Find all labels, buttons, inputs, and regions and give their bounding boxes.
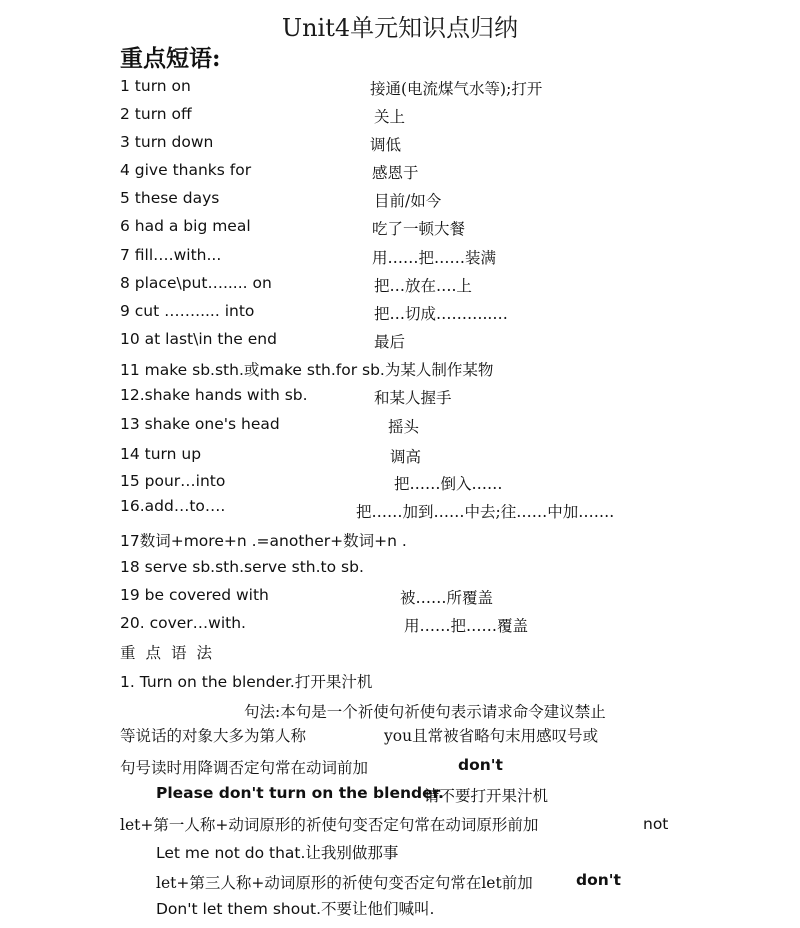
phrase-en: 20. cover…with. [120, 614, 246, 632]
phrase-en: 10 at last\in the end [120, 330, 277, 348]
phrase-en: 13 shake one's head [120, 415, 280, 433]
phrase-cn: 把…切成………..… [374, 305, 508, 323]
phrase-cn: 调低 [370, 136, 402, 154]
phrase-en: 17数词+more+n .=another+数词+n . [120, 532, 407, 550]
phrase-en: 19 be covered with [120, 586, 269, 604]
phrase-en: 18 serve sb.sth.serve sth.to sb. [120, 558, 364, 576]
grammar-keyword: don't [576, 871, 621, 889]
phrase-cn: 被……所覆盖 [400, 589, 494, 607]
phrase-cn: 把…放在….上 [374, 277, 472, 295]
section-heading-phrases: 重点短语: [120, 45, 221, 72]
phrase-cn: 目前/如今 [374, 192, 442, 210]
phrase-en: 15 pour…into [120, 472, 226, 490]
grammar-text: 等说话的对象大多为第人称 [120, 727, 307, 745]
grammar-text: you且常被省略句末用感叹号或 [384, 727, 599, 745]
phrase-cn: 和某人握手 [374, 389, 452, 407]
phrase-cn: 最后 [374, 333, 406, 351]
grammar-keyword: don't [458, 756, 503, 774]
grammar-text: 句号读时用降调否定句常在动词前加 [120, 759, 369, 777]
phrase-cn: 关上 [374, 108, 406, 126]
grammar-rule: let+第三人称+动词原形的祈使句变否定句常在let前加 [156, 874, 533, 892]
phrase-en: 1 turn on [120, 77, 191, 95]
phrase-en: 6 had a big meal [120, 217, 251, 235]
phrase-en: 7 fill….with... [120, 246, 222, 264]
phrase-cn: 摇头 [388, 418, 420, 436]
phrase-en: 9 cut ……..... into [120, 302, 255, 320]
grammar-keyword: not [643, 815, 669, 833]
phrase-en: 3 turn down [120, 133, 214, 151]
example-sentence: Please don't turn on the blender. [156, 784, 444, 802]
grammar-rule: let+第一人称+动词原形的祈使句变否定句常在动词原形前加 [120, 816, 539, 834]
section-heading-grammar: 重点语法 [120, 644, 223, 662]
phrase-cn: 调高 [390, 448, 422, 466]
example-sentence: Don't let them shout.不要让他们喊叫. [156, 900, 435, 918]
grammar-text: 句法:本句是一个祈使句祈使句表示请求命令建议禁止 [244, 703, 606, 721]
phrase-en: 16.add…to…. [120, 497, 226, 515]
phrase-en: 14 turn up [120, 445, 202, 463]
grammar-point-1: 1. Turn on the blender.打开果汁机 [120, 673, 373, 691]
phrase-cn: 吃了一顿大餐 [372, 220, 466, 238]
phrase-cn: 把……倒入…… [394, 475, 503, 493]
phrase-cn: 感恩于 [372, 164, 419, 182]
phrase-en: 2 turn off [120, 105, 192, 123]
phrase-cn: 把……加到……中去;往……中加……. [356, 503, 615, 521]
phrase-en: 4 give thanks for [120, 161, 252, 179]
page-title: Unit4单元知识点归纳 [281, 14, 519, 42]
phrase-cn: 用……把……装满 [372, 249, 497, 267]
phrase-en: 12.shake hands with sb. [120, 386, 308, 404]
example-translation: 请不要打开果汁机 [424, 787, 549, 805]
phrase-en: 5 these days [120, 189, 220, 207]
example-sentence: Let me not do that.让我别做那事 [156, 844, 399, 862]
phrase-cn: 用……把……覆盖 [404, 617, 529, 635]
phrase-en: 8 place\put…..... on [120, 274, 272, 292]
phrase-cn: 接通(电流煤气水等);打开 [370, 80, 543, 98]
phrase-en: 11 make sb.sth.或make sth.for sb.为某人制作某物 [120, 361, 494, 379]
